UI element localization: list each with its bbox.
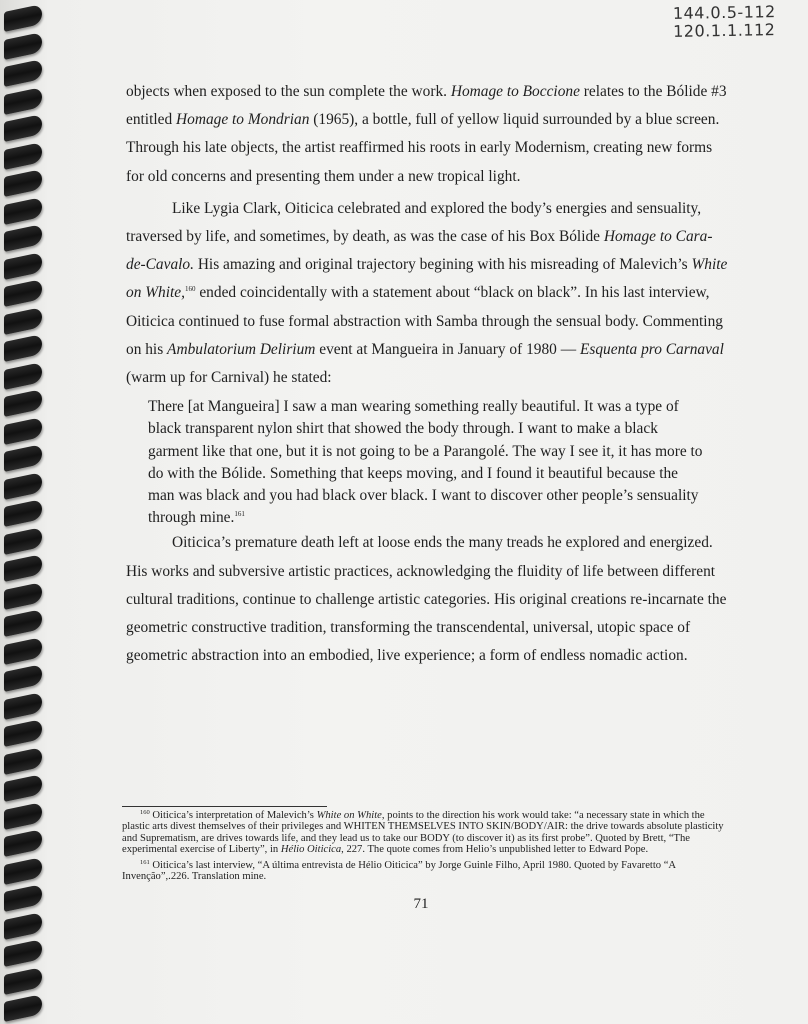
catalog-mark-2: 120.1.1.112: [673, 20, 776, 41]
binding-coil: [4, 306, 42, 334]
binding-coil: [4, 141, 42, 169]
binding-coil: [4, 59, 42, 87]
binding-coil: [4, 994, 42, 1022]
footnote-text: , 227. The quote comes from Helio’s unpublished letter to Edward Pope.: [341, 844, 649, 856]
title-esquenta-pro-carnaval: Esquenta pro Carnaval: [579, 340, 724, 358]
binding-coil: [4, 554, 42, 582]
binding-coil: [4, 444, 42, 472]
binding-coil: [4, 911, 42, 939]
binding-coil: [4, 251, 42, 279]
paragraph-2-text: Like Lygia Clark, Oiticica celebrated and explored the body’s energies and sensuality, traversed by life, and sometimes, by death, as was the case of his Box Bólide: [126, 199, 702, 246]
title-homage-to-mondrian: Homage to Mondrian: [176, 111, 310, 129]
footnote-title: White on White: [316, 810, 382, 821]
footnote-ref-161[interactable]: 161: [234, 510, 245, 519]
binding-coil: [4, 636, 42, 664]
title-homage-to-cara-de-cavalo: Homage to Cara-de-Cavalo.: [126, 228, 713, 274]
binding-coil: [4, 279, 42, 307]
binding-coil: [4, 966, 42, 994]
footnote-title: Hélio Oiticica: [280, 844, 342, 856]
paragraph-3: Oiticica’s premature death left at loose ends the many treads he explored and energized. His works and subversive artistic practices, acknowledging the fluidity of life between different cultural traditions, continue to challenge artistic categories. His original creations re-incarnate the geometric constructive tradition, transforming the transcendental, universal, utopic space of geometric abstraction into an embodied, live experience; a form of endless nomadic action.: [126, 534, 727, 665]
footnote-text: , points to the direction his work would take: “a necessary state in which the plastic arts divest themselves of their privileges and WHITEN THEMSELVES INTO SKIN/BODY/AIR: the drive towards absolute plasticity and Suprematism, are drives towards life, and they lead us to take our BODY (to discover it) as its first probe”. Quoted by Brett, “The experimental exercise of Liberty”, in: [122, 810, 724, 856]
footnote-separator: [122, 806, 327, 807]
binding-coil: [4, 939, 42, 967]
footnote-160: [122, 810, 734, 856]
binding-coil: [4, 746, 42, 774]
binding-coil: [4, 801, 42, 829]
page-number: 71: [413, 896, 429, 912]
binding-coil: [4, 4, 42, 32]
binding-coil: [4, 581, 42, 609]
binding-coil: [4, 31, 42, 59]
binding-coil: [4, 196, 42, 224]
footnote-text: Oiticica’s last interview, “A última entrevista de Hélio Oiticica” by Jorge Guinle Filho, April 1980. Quoted by Favaretto “A Invenção”,.226. Translation mine.: [122, 859, 676, 883]
binding-coil: [4, 719, 42, 747]
paragraph-2-text: ended coincidentally with a statement about “black on black”. In his last interview, Oiticica continued to fuse formal abstraction with Samba through the sensual body. Commenting on his: [126, 284, 723, 358]
binding-coil: [4, 526, 42, 554]
main-text: [126, 78, 731, 670]
paragraph-1: [126, 78, 731, 191]
binding-coil: [4, 829, 42, 857]
paragraph-1-text: (1965), a bottle, full of yellow liquid surrounded by a blue screen. Through his late objects, the artist reaffirmed his roots in early Modernism, creating new forms for old concerns and presenting them under a new tropical light.: [126, 111, 720, 185]
binding-coil: [4, 361, 42, 389]
binding-coil: [4, 856, 42, 884]
binding-coil: [4, 224, 42, 252]
title-white-on-white: White on White,: [126, 256, 728, 302]
footnote-161: [122, 860, 734, 883]
footnotes: [122, 810, 734, 882]
paragraph-1-text: relates to the Bólide #3 entitled: [126, 83, 727, 129]
paragraph-2-text: His amazing and original trajectory begining with his misreading of Malevich’s: [193, 256, 692, 274]
block-quote-text: There [at Mangueira] I saw a man wearing something really beautiful. It was a type of black transparent nylon shirt that showed the body through. I want to make a black garment like that one, but it is not going to be a Parangolé. The way I see it, it has more to do with the Bólide. Something that keeps moving, and I found it beautiful because the man was black and you had black over black. I want to discover other people’s sensuality through mine.: [148, 398, 703, 527]
footnote-text: Oiticica’s interpretation of Malevich’s: [149, 810, 317, 821]
binding-coil: [4, 416, 42, 444]
binding-coil: [4, 389, 42, 417]
binding-coil: [4, 334, 42, 362]
footnote-ref-160[interactable]: 160: [185, 285, 196, 294]
paragraph-2-text: (warm up for Carnival) he stated:: [126, 369, 332, 387]
binding-coil: [4, 169, 42, 197]
binding-coil: [4, 114, 42, 142]
binding-coil: [4, 86, 42, 114]
binding-coil: [4, 609, 42, 637]
catalog-mark-1: 144.0.5-112: [672, 2, 776, 23]
title-ambulatorium-delirium: Ambulatorium Delirium: [167, 340, 316, 358]
binding-coil: [4, 664, 42, 692]
paragraph-2: [126, 195, 731, 392]
footnote-number: 161: [140, 858, 150, 866]
binding-coil: [4, 471, 42, 499]
footnote-number: 160: [140, 809, 150, 816]
handwritten-catalog-number: [673, 3, 777, 41]
binding-coil: [4, 499, 42, 527]
title-homage-to-boccione: Homage to Boccione: [450, 83, 580, 100]
paragraph-1-text: objects when exposed to the sun complete the work.: [126, 83, 451, 100]
binding-coil: [4, 774, 42, 802]
block-quote: [148, 396, 708, 529]
binding-coil: [4, 691, 42, 719]
spiral-binding: [0, 0, 48, 1024]
paragraph-2-text: event at Mangueira in January of 1980 —: [315, 340, 580, 358]
